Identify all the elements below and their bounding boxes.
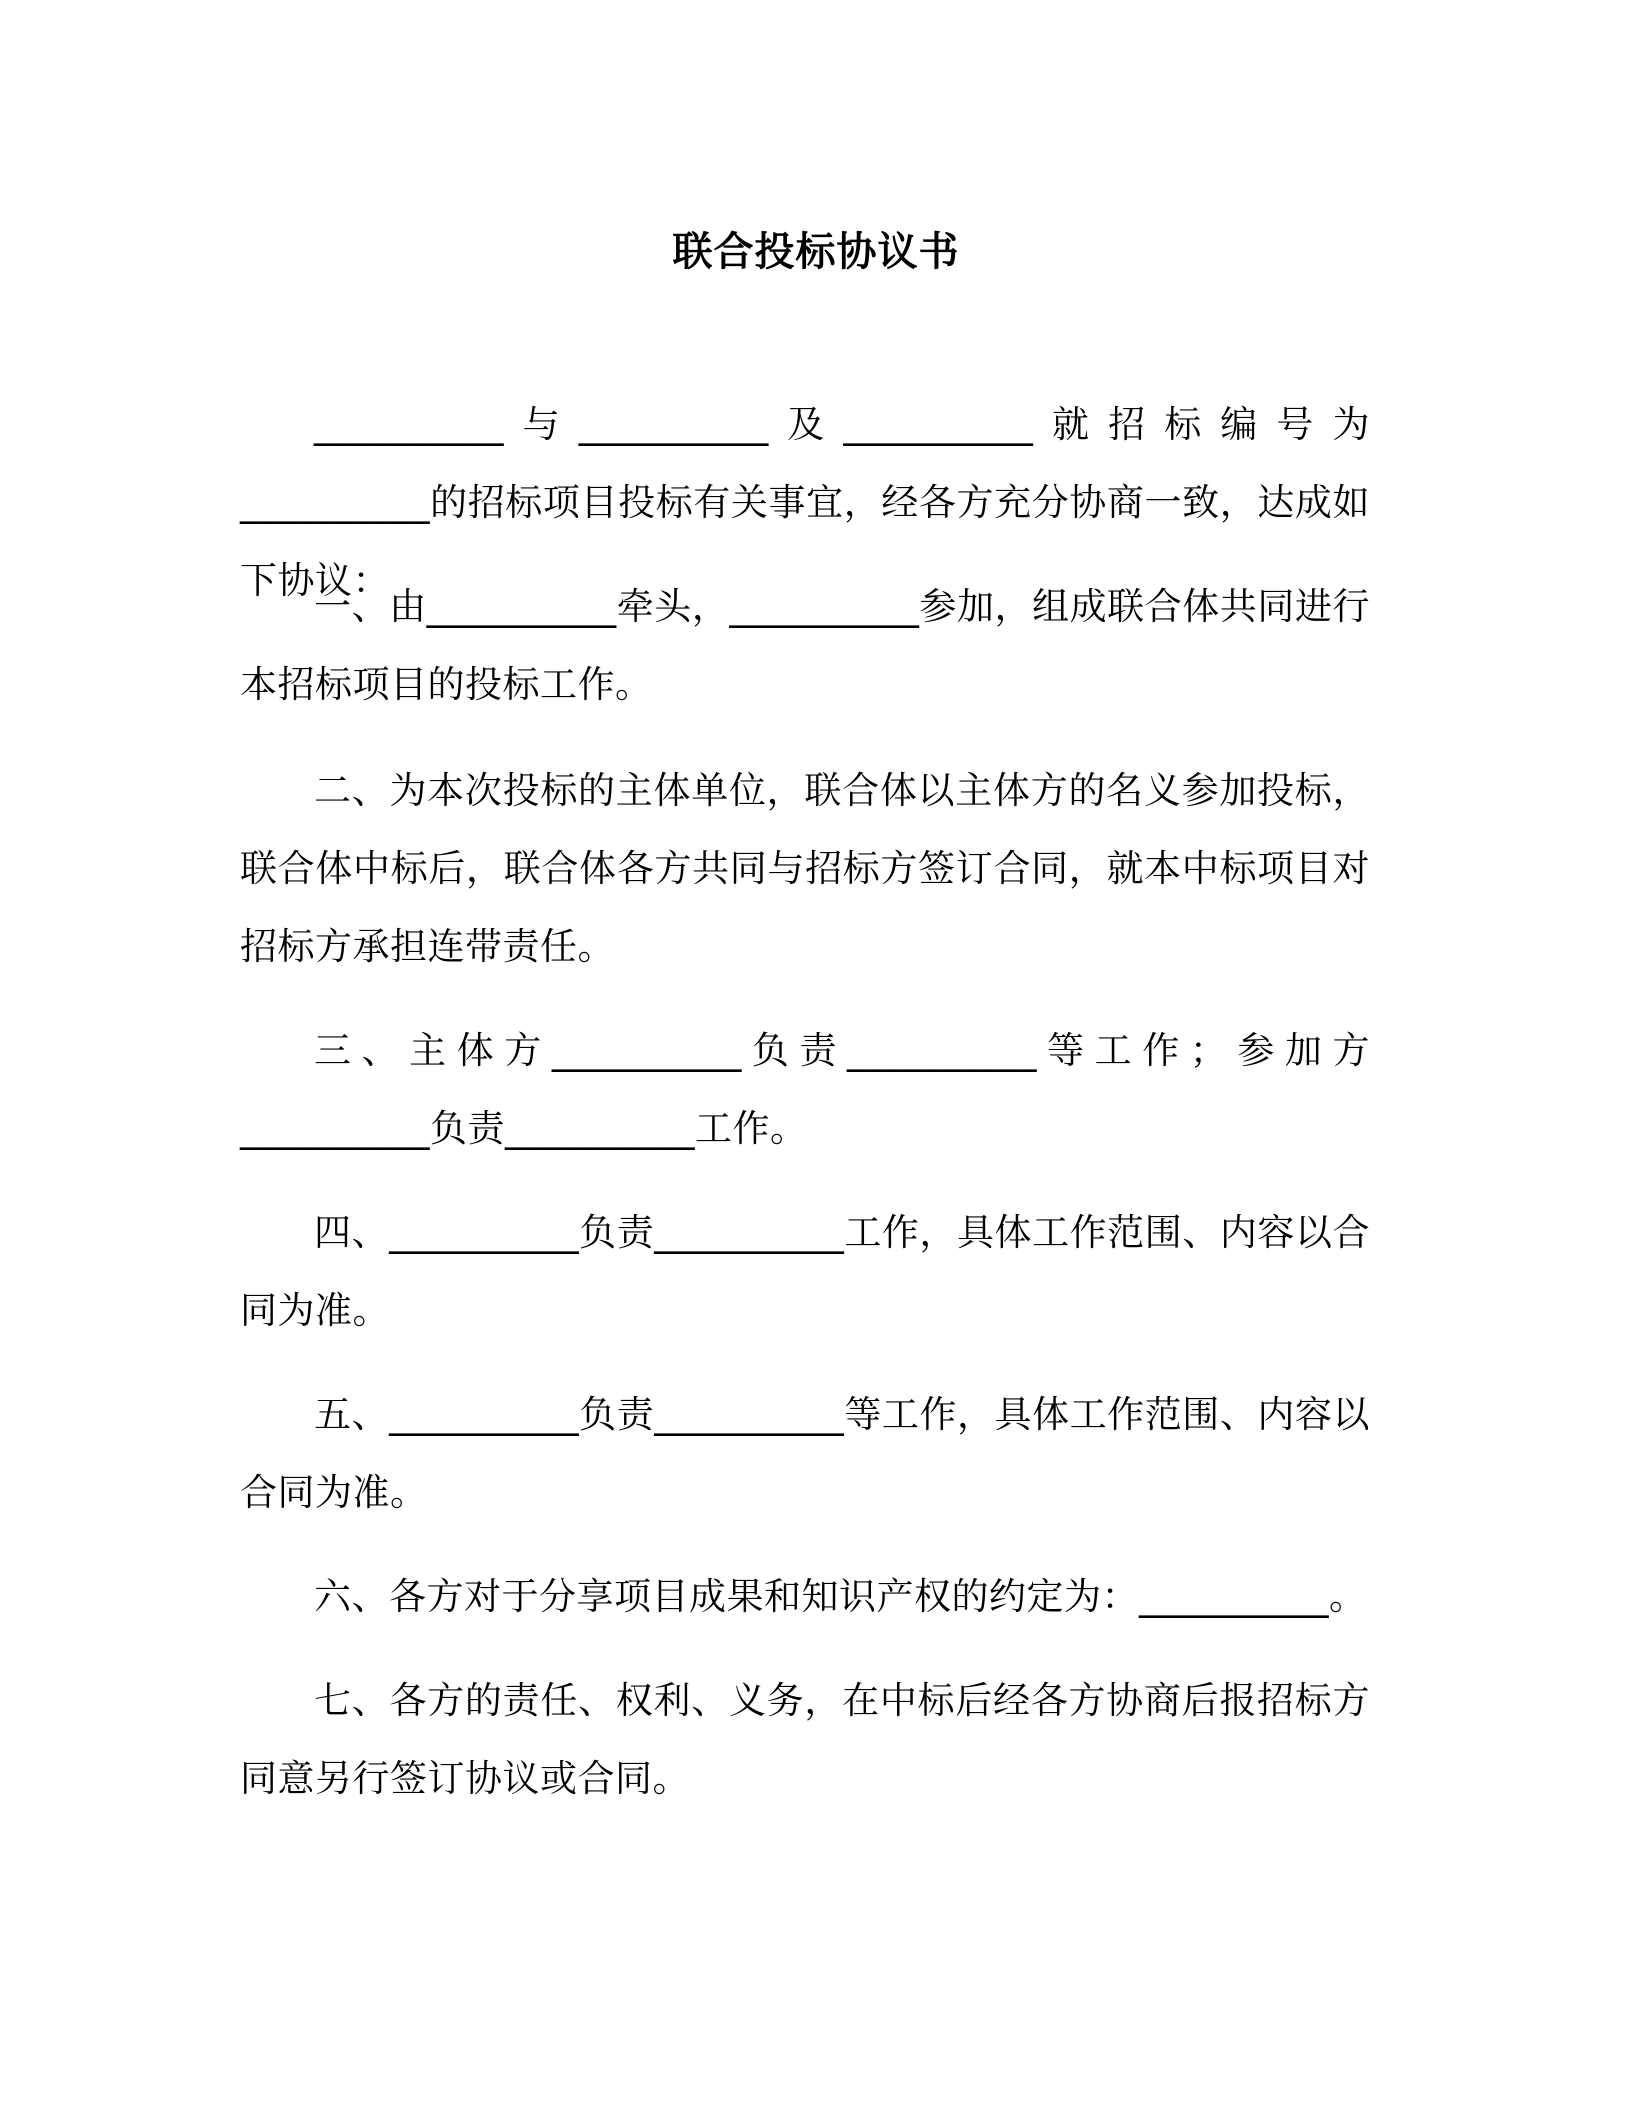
paragraph-intro: __________与__________及__________就招标编号为__________的招标项目投标有关事宜，经各方充分协商一致，达成如下协议： [240, 403, 1370, 602]
paragraph-clause-5: 五、__________负责__________等工作，具体工作范围、内容以合同为准。 [240, 1393, 1370, 1514]
paragraph-clause-6: 六、各方对于分享项目成果和知识产权的约定为：__________。 [314, 1575, 1367, 1618]
paragraph-clause-7: 七、各方的责任、权利、义务，在中标后经各方协商后报招标方同意另行签订协议或合同。 [240, 1679, 1370, 1800]
paragraph-clause-1: 一、由__________牵头，__________参加，组成联合体共同进行本招标项目的投标工作。 [240, 585, 1370, 706]
paragraph-clause-4: 四、__________负责__________工作，具体工作范围、内容以合同为准。 [240, 1211, 1370, 1332]
document-title: 联合投标协议书 [672, 229, 960, 275]
paragraph-clause-2: 二、为本次投标的主体单位，联合体以主体方的名义参加投标，联合体中标后，联合体各方共同与招标方签订合同，就本中标项目对招标方承担连带责任。 [240, 769, 1370, 968]
paragraph-clause-3: 三、主体方__________负责__________等工作；参加方__________负责__________工作。 [240, 1029, 1370, 1150]
